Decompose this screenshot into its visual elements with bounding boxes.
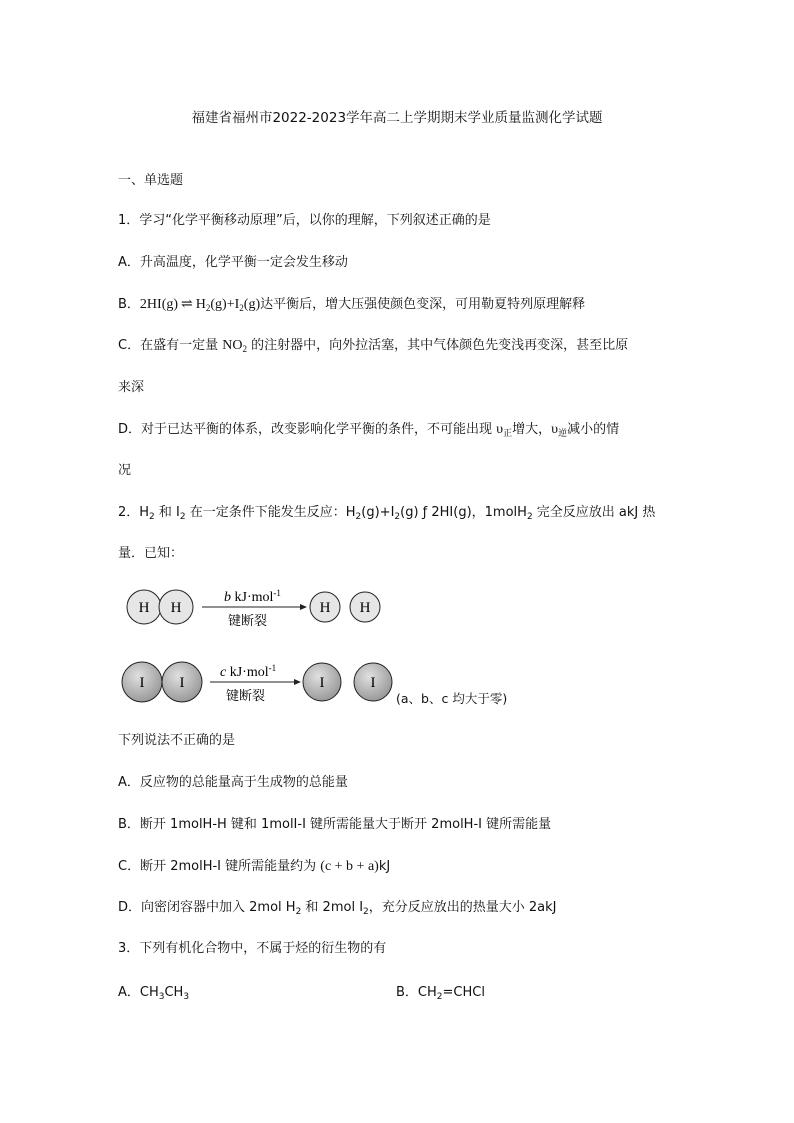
q1-option-b: B．2HI(g) ⇌ $H_2(g)+I_2(g)$达平衡后，增大压强使颜色变深，可用勒夏特列原理解释 (118, 297, 586, 313)
q2-option-a: A．反应物的总能量高于生成物的总能量 (118, 775, 348, 790)
i-i-bond-breaking-diagram (118, 658, 408, 708)
bond-breaking-label: 键断裂 (228, 614, 268, 629)
q3-stem: 3．下列有机化合物中，不属于烃的衍生物的有 (118, 941, 387, 956)
arrow-head-icon (300, 604, 307, 610)
q1-option-c-line2: 来深 (118, 380, 145, 395)
q2-option-c: C．断开 2molH-I 键所需能量约为 (c + b + a)kJ (118, 859, 391, 874)
q2-stem: 2．$H_2$ 和 $I_2$ 在一定条件下能发生反应：$H_2(g)+I_2(g)$ ƒ 2HI(g)，1molH$_2$ 完全反应放出 akJ 热 (118, 505, 656, 522)
diagram-note: (a、b、c 均大于零) (396, 691, 508, 706)
q1-option-a: A．升高温度，化学平衡一定会发生移动 (118, 255, 348, 270)
q2-stem-line2: 量．已知： (118, 546, 184, 561)
q1-option-c: C．在盛有一定量 $NO_2$ 的注射器中，向外拉活塞，其中气体颜色先变浅再变深，甚至比原 (118, 338, 629, 354)
q2-option-b: B．断开 1molH-H 键和 1molI-I 键所需能量大于断开 2molH-I 键所需能量 (118, 817, 552, 832)
section-heading: 一、单选题 (118, 173, 184, 188)
bond-breaking-label: 键断裂 (226, 689, 266, 704)
h-h-bond-breaking-diagram (118, 585, 408, 635)
i-atom-4-label: I (370, 675, 376, 691)
h-atom-1-label: H (138, 600, 150, 616)
equilibrium-arrow-icon: ⇌ (181, 297, 193, 312)
q1-option-d: D．对于已达平衡的体系，改变影响化学平衡的条件，不可能出现 $\upsilon_正$增大，$\upsilon_逆$减小的情 (118, 422, 620, 439)
i-atom-3-label: I (319, 675, 325, 691)
i-atom-1-label: I (139, 675, 145, 691)
i-atom-2-label: I (179, 675, 185, 691)
q1-option-d-line2: 况 (118, 463, 132, 478)
arrow-head-icon (294, 679, 301, 685)
q3-option-a: A．$CH_3CH_3$ (118, 985, 190, 1002)
q1-stem: 1．学习“化学平衡移动原理”后，以你的理解，下列叙述正确的是 (118, 213, 491, 228)
h-atom-4-label: H (359, 600, 371, 616)
q2-prompt: 下列说法不正确的是 (118, 733, 236, 748)
page-title: 福建省福州市2022-2023学年高二上学期期末学业质量监测化学试题 (191, 110, 603, 126)
bond-energy-label: b kJ·mol$^{-1}$ (224, 588, 281, 605)
q2-option-d: D．向密闭容器中加入 2mol $H_2$ 和 2mol $I_2$，充分反应放出的热量大小 2akJ (118, 900, 557, 917)
h-atom-3-label: H (319, 600, 331, 616)
h-atom-2-label: H (170, 600, 182, 616)
q3-option-b: B．$CH_2=CHCl$ (396, 985, 485, 1002)
bond-energy-label: c kJ·mol$^{-1}$ (220, 663, 277, 680)
